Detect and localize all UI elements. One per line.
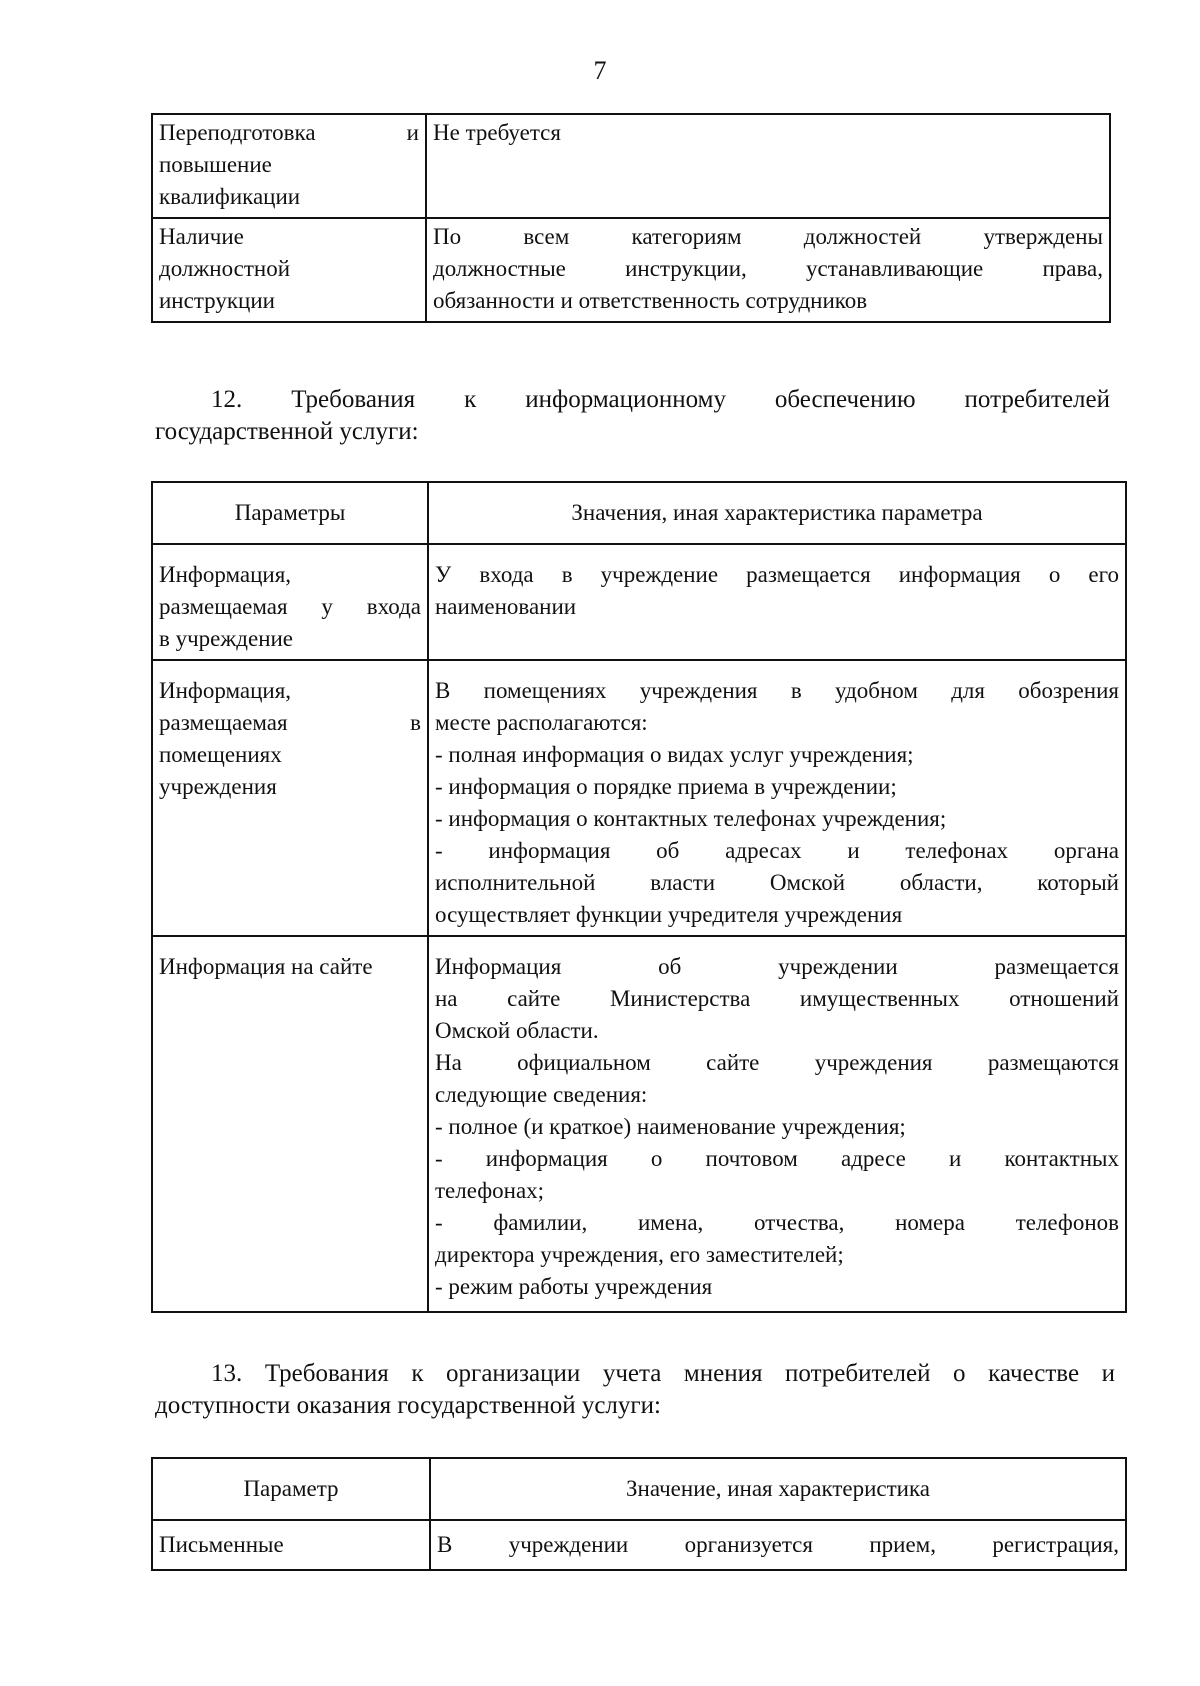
text-line: Омской области. (435, 1018, 599, 1043)
value-cell (428, 936, 1126, 1312)
text-line: - полная информация о видах услуг учреждения; (435, 742, 914, 767)
text-line: - информация о порядке приема в учреждении; (435, 774, 897, 799)
section-12-paragraph (155, 384, 1110, 448)
column-header-parameter: Параметры (152, 482, 428, 544)
page-number: 7 (593, 56, 607, 85)
text-line: - полное (и краткое) наименование учреждения; (435, 1114, 906, 1139)
text-line: государственной услуги: (155, 418, 419, 445)
text-line: Информация об учреждении размещается (435, 954, 1119, 979)
text-line: следующие сведения: (435, 1082, 648, 1107)
text-line: Переподготовка и (159, 120, 419, 145)
text-line: инструкции (159, 288, 275, 313)
parameter-cell (152, 114, 426, 218)
text-line: 12. Требования к информационному обеспечению потребителей (211, 386, 1110, 413)
text-line: помещениях (159, 742, 282, 767)
table-row (152, 218, 1110, 322)
text-line: учреждения (159, 774, 277, 799)
text-line: должностные инструкции, устанавливающие права, (433, 256, 1103, 281)
text-line: доступности оказания государственной услуги: (155, 1392, 661, 1419)
text-line: - информация о контактных телефонах учреждения; (435, 806, 947, 831)
parameter-cell (152, 544, 428, 660)
text-line: Не требуется (433, 120, 561, 145)
text-line: повышение (159, 152, 272, 177)
information-requirements-table (151, 481, 1127, 1313)
text-line: - режим работы учреждения (435, 1274, 713, 1299)
text-line: наименовании (435, 594, 577, 619)
table-row (152, 660, 1126, 936)
parameter-cell (152, 1520, 430, 1570)
parameter-cell (152, 218, 426, 322)
table-row (152, 936, 1126, 1312)
text-line: На официальном сайте учреждения размещаются (435, 1050, 1119, 1075)
staff-requirements-table (151, 113, 1111, 323)
text-line: Наличие (159, 224, 244, 249)
value-cell (426, 114, 1110, 218)
text-line: размещаемая в (159, 710, 421, 735)
text-line: в учреждение (159, 626, 294, 651)
column-header-value: Значение, иная характеристика (430, 1458, 1126, 1520)
text-line: Информация, (159, 678, 292, 703)
table-row (152, 544, 1126, 660)
text-line: месте располагаются: (435, 710, 648, 735)
text-line: - фамилии, имена, отчества, номера телефонов (435, 1210, 1119, 1235)
text-line: 13. Требования к организации учета мнения потребителей о качестве и (211, 1360, 1115, 1387)
table-row (152, 114, 1110, 218)
text-line: телефонах; (435, 1178, 545, 1203)
text-line: Информация на сайте (159, 954, 373, 979)
column-header-parameter: Параметр (152, 1458, 430, 1520)
text-line: В помещениях учреждения в удобном для обозрения (435, 678, 1119, 703)
text-line: У входа в учреждение размещается информация о его (435, 562, 1119, 587)
parameter-cell (152, 660, 428, 936)
value-cell (428, 544, 1126, 660)
text-line: - информация о почтовом адресе и контактных (435, 1146, 1119, 1171)
table-row (152, 1520, 1126, 1570)
parameter-cell (152, 936, 428, 1312)
text-line: должностной (159, 256, 291, 281)
text-line: В учреждении организуется прием, регистрация, (437, 1532, 1119, 1557)
table-header-row (152, 1458, 1126, 1520)
opinion-requirements-table (151, 1457, 1127, 1571)
text-line: Письменные (159, 1532, 284, 1557)
text-line: исполнительной власти Омской области, который (435, 870, 1119, 895)
text-line: обязанности и ответственность сотрудников (433, 288, 868, 313)
text-line: квалификации (159, 184, 301, 209)
value-cell (428, 660, 1126, 936)
text-line: на сайте Министерства имущественных отношений (435, 986, 1119, 1011)
text-line: осуществляет функции учредителя учреждения (435, 902, 903, 927)
text-line: - информация об адресах и телефонах органа (435, 838, 1119, 863)
value-cell (430, 1520, 1126, 1570)
text-line: директора учреждения, его заместителей; (435, 1242, 844, 1267)
text-line: Информация, (159, 562, 292, 587)
column-header-value: Значения, иная характеристика параметра (428, 482, 1126, 544)
table-header-row (152, 482, 1126, 544)
text-line: размещаемая у входа (159, 594, 421, 619)
value-cell (426, 218, 1110, 322)
section-13-paragraph (155, 1358, 1115, 1422)
text-line: По всем категориям должностей утверждены (433, 224, 1103, 249)
